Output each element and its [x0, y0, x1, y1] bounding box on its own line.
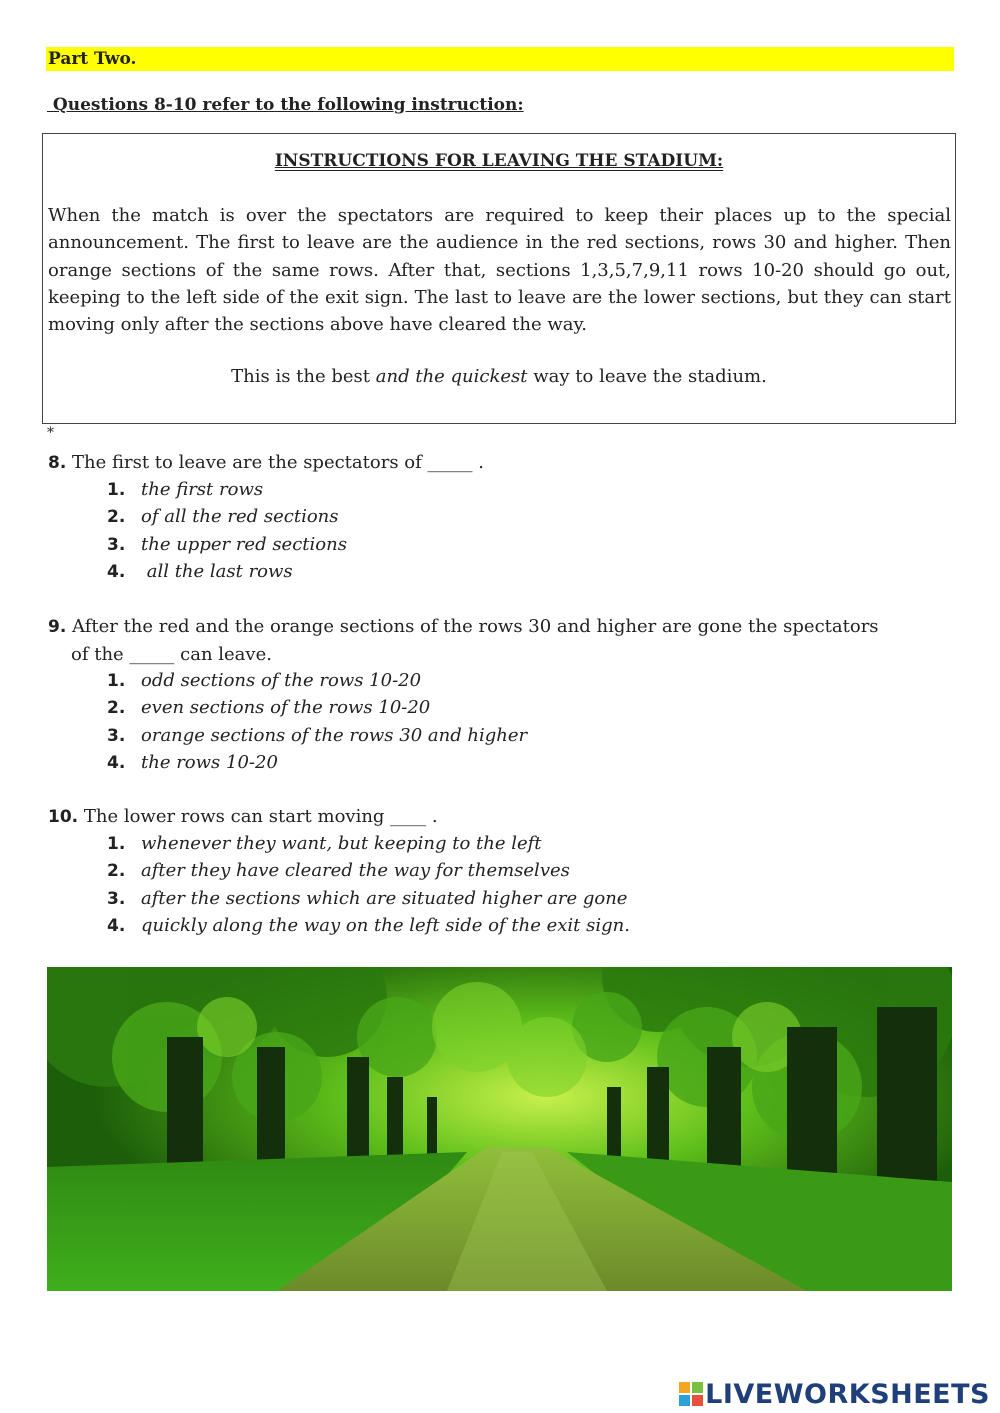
- option-text: quickly along the way on the left side of the exit sign.: [141, 914, 630, 936]
- forest-illustration: [47, 967, 952, 1291]
- option-text: after they have cleared the way for themselves: [141, 860, 570, 882]
- option-text: all the last rows: [141, 560, 293, 582]
- instructions-note: [43, 366, 955, 387]
- option-text: even sections of the rows 10-20: [141, 697, 431, 719]
- instructions-box: [42, 133, 956, 424]
- option-item[interactable]: [107, 885, 630, 912]
- option-number: 3.: [107, 725, 126, 746]
- forest-path-image: [47, 967, 952, 1291]
- option-text: the upper red sections: [141, 533, 347, 555]
- note-before: This is the best: [231, 366, 376, 387]
- liveworksheets-logo-icon: [679, 1382, 703, 1406]
- option-item[interactable]: [107, 531, 347, 558]
- part-title: Part Two.: [46, 47, 954, 71]
- note-italic: and the quickest: [375, 366, 528, 387]
- questions-intro: Questions 8-10 refer to the following instruction:: [47, 95, 524, 115]
- option-item[interactable]: [107, 912, 630, 939]
- option-number: 1.: [107, 834, 126, 854]
- options-10: [107, 830, 630, 939]
- question-9: [48, 613, 954, 668]
- instructions-body: When the match is over the spectators are required to keep their places up to the special announcement. The first to leave are the audience in the red sections, rows 30 and higher. Then orange sections of the same rows. After that, sections 1,3,5,7,9,11 rows 10-20 should go out, keeping to the left side of the exit sign. The last to leave are the lower sections, but they can start moving only after the sections above have cleared the way.: [48, 205, 951, 336]
- option-number: 1.: [107, 480, 126, 500]
- option-item[interactable]: [107, 476, 347, 503]
- option-item[interactable]: [107, 857, 630, 884]
- option-text: of all the red sections: [141, 506, 339, 528]
- question-text: The first to leave are the spectators of _____ .: [72, 452, 484, 473]
- options-8: [107, 476, 347, 585]
- option-item[interactable]: [107, 558, 347, 585]
- option-number: 1.: [107, 671, 126, 691]
- option-number: 2.: [107, 507, 126, 528]
- option-text: orange sections of the rows 30 and higher: [141, 724, 528, 746]
- question-text: The lower rows can start moving ____ .: [83, 806, 438, 827]
- option-item[interactable]: [107, 694, 527, 721]
- option-number: 4.: [107, 915, 126, 936]
- option-item[interactable]: [107, 749, 527, 776]
- instructions-title: INSTRUCTIONS FOR LEAVING THE STADIUM:: [274, 151, 724, 171]
- option-number: 3.: [107, 534, 126, 555]
- question-number: 10.: [48, 807, 79, 827]
- question-8: [48, 449, 484, 477]
- option-item[interactable]: [107, 503, 347, 530]
- option-number: 4.: [107, 561, 126, 582]
- question-text-line1: After the red and the orange sections of the rows 30 and higher are gone the spectators: [66, 616, 879, 637]
- asterisk: *: [47, 425, 54, 441]
- option-number: 2.: [107, 698, 126, 719]
- option-item[interactable]: [107, 830, 630, 857]
- option-text: after the sections which are situated higher are gone: [141, 887, 628, 909]
- option-text: the first rows: [141, 479, 264, 500]
- option-number: 3.: [107, 888, 126, 909]
- question-number: 8.: [48, 453, 67, 473]
- option-number: 2.: [107, 861, 126, 882]
- options-9: [107, 667, 527, 776]
- option-text: odd sections of the rows 10-20: [141, 670, 422, 691]
- option-item[interactable]: [107, 667, 527, 694]
- question-10: [48, 803, 438, 831]
- option-text: whenever they want, but keeping to the left: [141, 833, 542, 854]
- brand-name: LIVEWORKSHEETS: [705, 1378, 990, 1410]
- question-text-line2: of the _____ can leave.: [71, 644, 272, 665]
- option-number: 4.: [107, 752, 126, 773]
- liveworksheets-brand: [679, 1376, 990, 1412]
- question-number: 9.: [48, 617, 67, 637]
- option-item[interactable]: [107, 722, 527, 749]
- note-after: way to leave the stadium.: [527, 366, 767, 387]
- option-text: the rows 10-20: [141, 751, 278, 773]
